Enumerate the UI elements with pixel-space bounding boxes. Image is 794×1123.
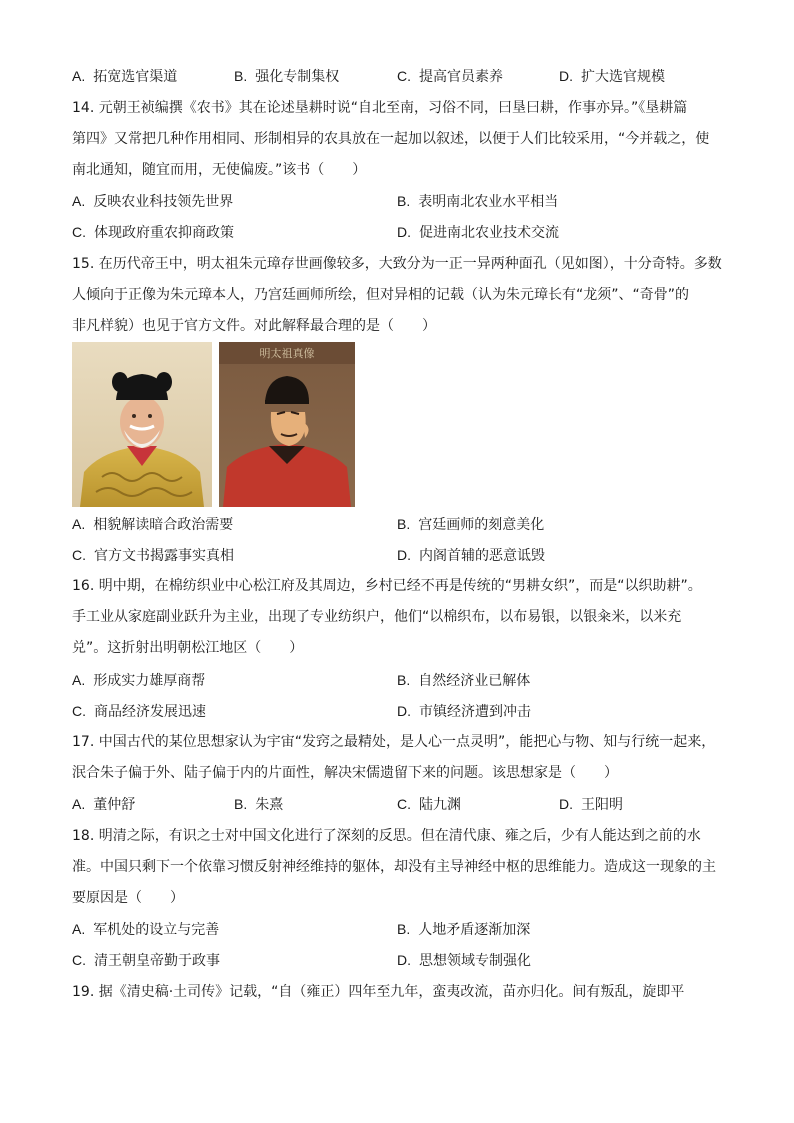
option-letter: C. [72,547,86,563]
q16-option-a[interactable] [72,670,205,691]
q18-option-a[interactable] [72,919,219,940]
q14-option-c[interactable] [72,222,234,243]
option-text: 陆九渊 [419,797,461,813]
q13-option-b[interactable] [234,66,339,87]
option-text: 人地矛盾逐渐加深 [418,922,531,938]
q17-option-b[interactable] [234,794,283,815]
q16-stem-line-3: 兑”。这折射出明朝松江地区（ ） [72,640,304,656]
option-letter: A. [72,796,86,812]
option-text: 朱熹 [255,797,284,813]
portrait-unusual-image [219,342,355,507]
option-letter: C. [72,952,86,968]
q15-option-c[interactable] [72,545,234,566]
option-text: 强化专制集权 [255,69,340,85]
option-letter: B. [397,672,411,688]
q17-stem-line-1: 17. 中国古代的某位思想家认为宇宙“发窍之最精处，是人心一点灵明”，能把心与物、知与行统一起来， [72,734,716,750]
q19-stem-line-1: 19. 据《清史稿·土司传》记载，“自（雍正）四年至九年，蛮夷改流，苗亦归化。间有叛乱，旋即平 [72,984,685,1000]
option-text: 内阁首辅的恶意诋毁 [419,548,545,564]
option-letter: D. [397,224,411,240]
q15-stem-line-3: 非凡样貌）也见于官方文件。对此解释最合理的是（ ） [72,318,436,334]
option-text: 形成实力雄厚商帮 [93,673,206,689]
q14-stem-line-3: 南北通知，随宜而用，无使偏废。”该书（ ） [72,162,367,178]
option-letter: A. [72,921,86,937]
q15-stem-line-2: 人倾向于正像为朱元璋本人，乃宫廷画师所绘，但对异相的记载（认为朱元璋长有“龙须”、“奇骨”的 [72,287,690,303]
q16-option-b[interactable] [397,670,530,691]
q13-option-a[interactable] [72,66,177,87]
emperor-formal-portrait [72,342,212,507]
q17-stem-line-2: 泯合朱子偏于外、陆子偏于内的片面性，解决宋儒遗留下来的问题。该思想家是（ ） [72,765,618,781]
q15-option-a[interactable] [72,514,233,535]
emperor-unusual-portrait [219,342,355,507]
option-letter: D. [397,952,411,968]
q18-stem-line-2: 准。中国只剩下一个依靠习惯反射神经维持的躯体，却没有主导神经中枢的思维能力。造成这一现象的主 [72,859,716,875]
q14-stem-line-2: 第四》又常把几种作用相同、形制相异的农具放在一起加以叙述，以便于人们比较采用，“今并载之，使 [72,131,710,147]
option-letter: B. [397,921,411,937]
q13-option-d[interactable] [559,66,665,87]
option-text: 表明南北农业水平相当 [418,194,559,210]
option-letter: A. [72,68,86,84]
q15-option-d[interactable] [397,545,545,566]
q16-stem-line-2: 手工业从家庭副业跃升为主业，出现了专业纺织户，他们“以棉织布，以布易银，以银籴米，以米充 [72,609,682,625]
q16-option-c[interactable] [72,701,206,722]
option-text: 商品经济发展迅速 [94,704,206,720]
option-text: 自然经济业已解体 [418,673,531,689]
option-text: 董仲舒 [93,797,136,813]
option-letter: B. [397,193,411,209]
q17-option-c[interactable] [397,794,461,815]
q14-option-a[interactable] [72,191,233,212]
option-letter: D. [559,68,573,84]
option-letter: C. [72,224,86,240]
option-letter: A. [72,516,86,532]
q14-option-d[interactable] [397,222,559,243]
q13-option-c[interactable] [397,66,503,87]
option-text: 拓宽选官渠道 [93,69,178,85]
option-text: 扩大选官规模 [581,69,665,85]
option-letter: B. [234,796,248,812]
option-letter: B. [397,516,411,532]
q18-option-b[interactable] [397,919,530,940]
q17-option-a[interactable] [72,794,135,815]
option-text: 市镇经济遭到冲击 [419,704,531,720]
option-letter: B. [234,68,248,84]
q17-option-d[interactable] [559,794,623,815]
option-text: 官方文书揭露事实真相 [94,548,234,564]
portrait-title: 明太祖真像 [259,347,315,360]
q18-option-d[interactable] [397,950,531,971]
q15-stem-line-1: 15. 在历代帝王中，明太祖朱元璋存世画像较多，大致分为一正一异两种面孔（见如图），十分奇特。多数 [72,256,722,272]
option-text: 清王朝皇帝勤于政事 [94,953,220,969]
option-letter: A. [72,193,86,209]
option-letter: C. [397,796,411,812]
q14-stem-line-1: 14. 元朝王祯编撰《农书》其在论述垦耕时说“自北至南，习俗不同，曰垦曰耕，作事亦异。”《垦耕篇 [72,100,688,116]
option-letter: D. [397,547,411,563]
q18-stem-line-3: 要原因是（ ） [72,890,184,906]
option-letter: D. [559,796,573,812]
option-letter: C. [72,703,86,719]
q16-option-d[interactable] [397,701,531,722]
option-text: 思想领域专制强化 [419,953,531,969]
option-letter: D. [397,703,411,719]
option-text: 提高官员素养 [419,69,503,85]
q15-option-b[interactable] [397,514,544,535]
q18-option-c[interactable] [72,950,220,971]
option-text: 军机处的设立与完善 [93,922,220,938]
option-text: 王阳明 [581,797,623,813]
option-text: 相貌解读暗合政治需要 [93,517,234,533]
option-letter: C. [397,68,411,84]
option-text: 体现政府重农抑商政策 [94,225,234,241]
portrait-formal-image [72,342,212,507]
option-letter: A. [72,672,86,688]
option-text: 反映农业科技领先世界 [93,194,234,210]
q18-stem-line-1: 18. 明清之际，有识之士对中国文化进行了深刻的反思。但在清代康、雍之后，少有人能达到之前的水 [72,828,701,844]
option-text: 促进南北农业技术交流 [419,225,559,241]
q14-option-b[interactable] [397,191,558,212]
option-text: 宫廷画师的刻意美化 [418,517,545,533]
q16-stem-line-1: 16. 明中期，在棉纺织业中心松江府及其周边，乡村已经不再是传统的“男耕女织”，而是“以织助耕”。 [72,578,702,594]
